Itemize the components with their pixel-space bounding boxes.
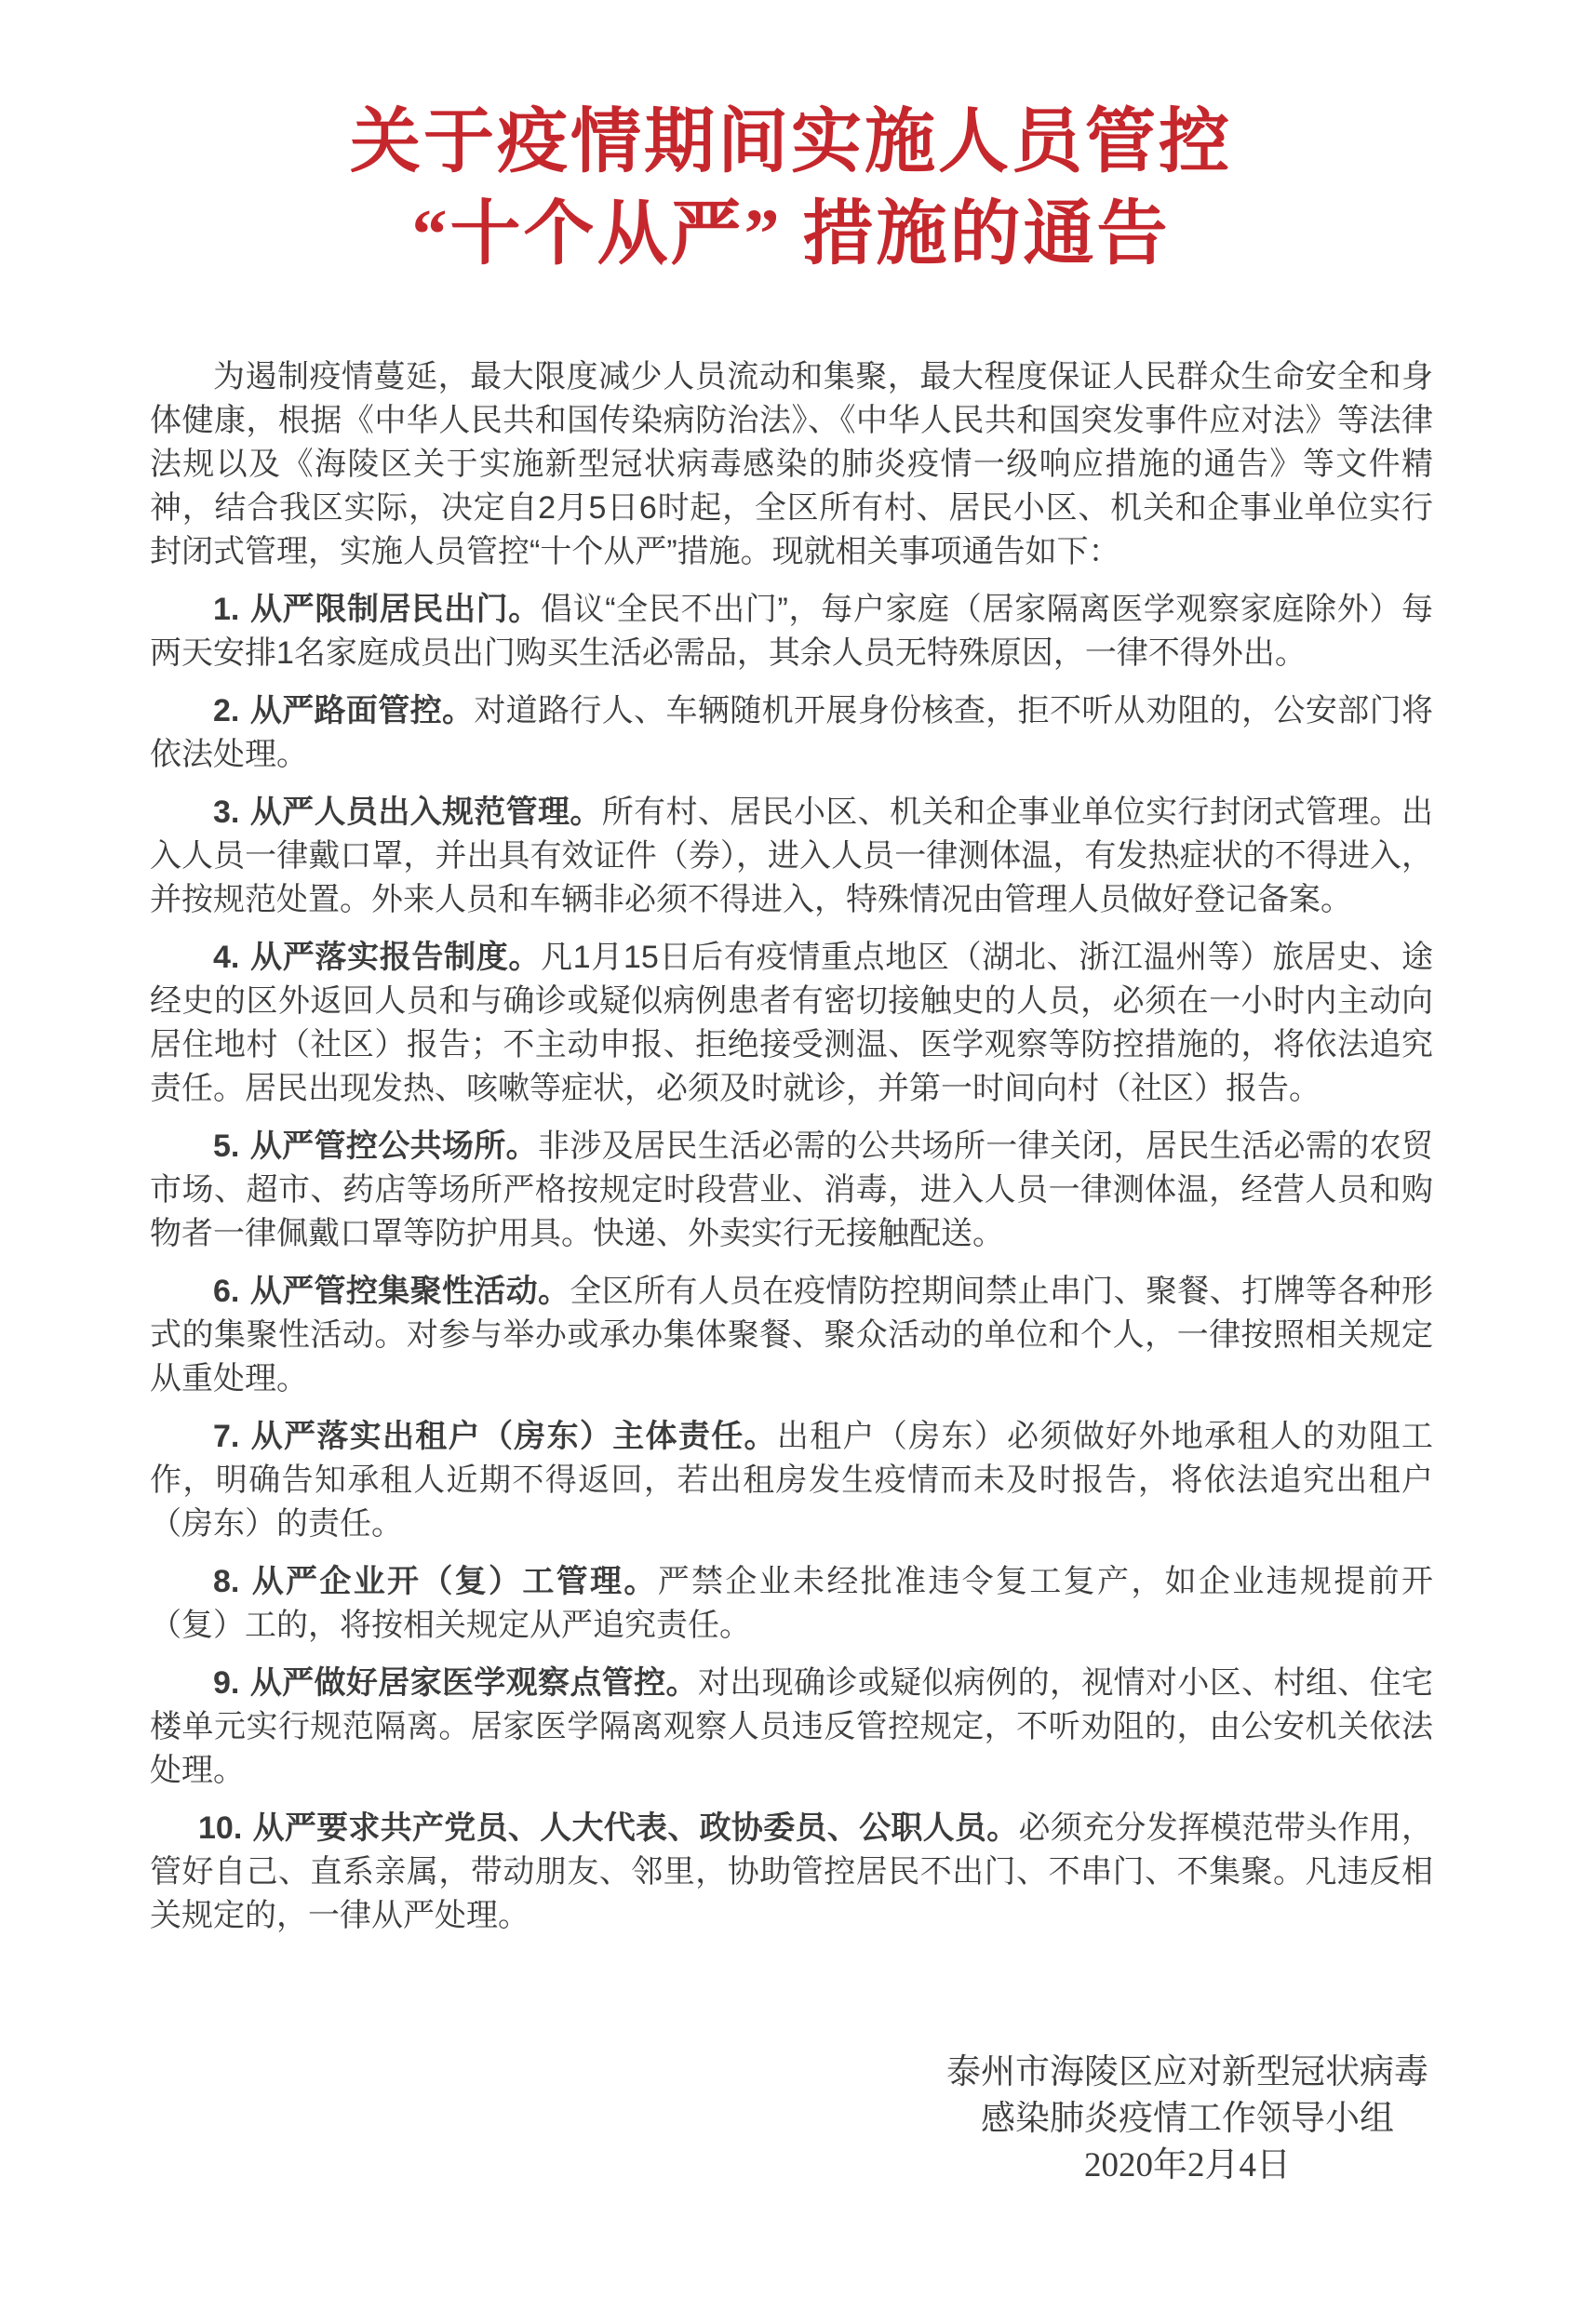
item-1-title: 从严限制居民出门。 [249,592,541,627]
item-7-number: 7. [213,1419,240,1454]
item-9-heading [213,1665,698,1701]
notice-item-4 [150,936,1433,1111]
item-7-title: 从严落实出租户（房东）主体责任。 [249,1419,777,1454]
notice-item-3 [150,791,1433,922]
item-6-body: 全区所有人员在疫情防控期间禁止串门、聚餐、打牌等各种形式的集聚性活动。对参与举办或承办集体聚餐、聚众活动的单位和个人，一律按照相关规定从重处理。 [150,1274,1434,1396]
item-4-number: 4. [213,940,240,975]
signature-org-line1: 泰州市海陵区应对新型冠状病毒 [946,2053,1428,2091]
notice-item-8 [150,1560,1433,1648]
item-3-number: 3. [213,795,240,830]
notice-item-6 [150,1270,1433,1401]
item-6-heading [213,1274,570,1309]
item-5-title: 从严管控公共场所。 [249,1129,539,1164]
signature-date: 2020年2月4日 [1084,2146,1291,2184]
item-1-body: 倡议“全民不出门”，每户家庭（居家隔离医学观察家庭除外）每两天安排1名家庭成员出门购买生活必需品，其余人员无特殊原因，一律不得外出。 [150,592,1433,671]
item-5-number: 5. [213,1129,240,1164]
item-9-body: 对出现确诊或疑似病例的，视情对小区、村组、住宅楼单元实行规范隔离。居家医学隔离观察人员违反管控规定，不听劝阻的，由公安机关依法处理。 [150,1665,1433,1788]
notice-content [150,355,1433,1938]
intro-paragraph: 为遏制疫情蔓延，最大限度减少人员流动和集聚，最大程度保证人民群众生命安全和身体健康，根据《中华人民共和国传染病防治法》、《中华人民共和国突发事件应对法》等法律法规以及《海陵区关于实施新型冠状病毒感染的肺炎疫情一级响应措施的通告》等文件精神，结合我区实际，决定自2月5日6时起，全区所有村、居民小区、机关和企事业单位实行封闭式管理，实施人员管控“十个从严”措施。现就相关事项通告如下： [150,359,1433,569]
item-8-body: 严禁企业未经批准违令复工复产，如企业违规提前开（复）工的，将按相关规定从严追究责任。 [150,1564,1434,1643]
item-6-title: 从严管控集聚性活动。 [249,1274,570,1309]
item-5-heading [213,1129,538,1164]
item-4-heading [213,940,541,975]
item-3-body: 所有村、居民小区、机关和企事业单位实行封闭式管理。出入人员一律戴口罩，并出具有效证件（券），进入人员一律测体温，有发热症状的不得进入，并按规范处置。外来人员和车辆非必须不得进入，特殊情况由管理人员做好登记备案。 [150,795,1434,917]
item-7-heading [213,1419,777,1454]
item-4-title: 从严落实报告制度。 [249,940,542,975]
item-8-title: 从严企业开（复）工管理。 [249,1564,658,1599]
item-10-body: 必须充分发挥模范带头作用，管好自己、直系亲属，带动朋友、邻里，协助管控居民不出门、不串门、不集聚。凡违反相关规定的，一律从严处理。 [150,1810,1434,1933]
item-2-heading [213,693,474,728]
item-2-body: 对道路行人、车辆随机开展身份核查，拒不听从劝阻的，公安部门将依法处理。 [150,693,1434,772]
item-1-number: 1. [213,592,240,627]
item-9-number: 9. [213,1665,240,1701]
item-3-title: 从严人员出入规范管理。 [249,795,602,830]
item-2-title: 从严路面管控。 [249,693,475,728]
notice-title-line2: “十个从严” 措施的通告 [411,195,1171,274]
item-9-title: 从严做好居家医学观察点管控。 [249,1665,698,1701]
item-7-body: 出租户（房东）必须做好外地承租人的劝阻工作，明确告知承租人近期不得返回，若出租房发生疫情而未及时报告，将依法追究出租户（房东）的责任。 [150,1419,1434,1542]
notice-item-10 [150,1807,1433,1938]
item-5-body: 非涉及居民生活必需的公共场所一律关闭，居民生活必需的农贸市场、超市、药店等场所严格按规定时段营业、消毒，进入人员一律测体温，经营人员和购物者一律佩戴口罩等防护用具。快递、外卖实行无接触配送。 [150,1129,1433,1251]
item-8-heading [213,1564,658,1599]
item-1-heading [213,592,541,627]
item-10-title: 从严要求共产党员、人大代表、政协委员、公职人员。 [252,1810,1019,1846]
notice-item-1 [150,588,1433,675]
item-10-number: 10. [198,1810,243,1846]
item-8-number: 8. [213,1564,240,1599]
item-6-number: 6. [213,1274,240,1309]
notice-item-2 [150,689,1433,777]
notice-item-7 [150,1415,1433,1546]
signature-block [946,2050,1428,2189]
item-3-heading [213,795,602,830]
notice-title-line1: 关于疫情期间实施人员管控 [350,103,1232,181]
item-10-heading [198,1810,1019,1846]
notice-title [0,97,1582,281]
item-2-number: 2. [213,693,240,728]
signature-org-line2: 感染肺炎疫情工作领导小组 [981,2100,1394,2138]
notice-item-9 [150,1662,1433,1793]
item-4-body: 凡1月15日后有疫情重点地区（湖北、浙江温州等）旅居史、途经史的区外返回人员和与确诊或疑似病例患者有密切接触史的人员，必须在一小时内主动向居住地村（社区）报告；不主动申报、拒绝接受测温、医学观察等防控措施的，将依法追究责任。居民出现发热、咳嗽等症状，必须及时就诊，并第一时间向村（社区）报告。 [150,940,1433,1106]
notice-item-5 [150,1125,1433,1256]
